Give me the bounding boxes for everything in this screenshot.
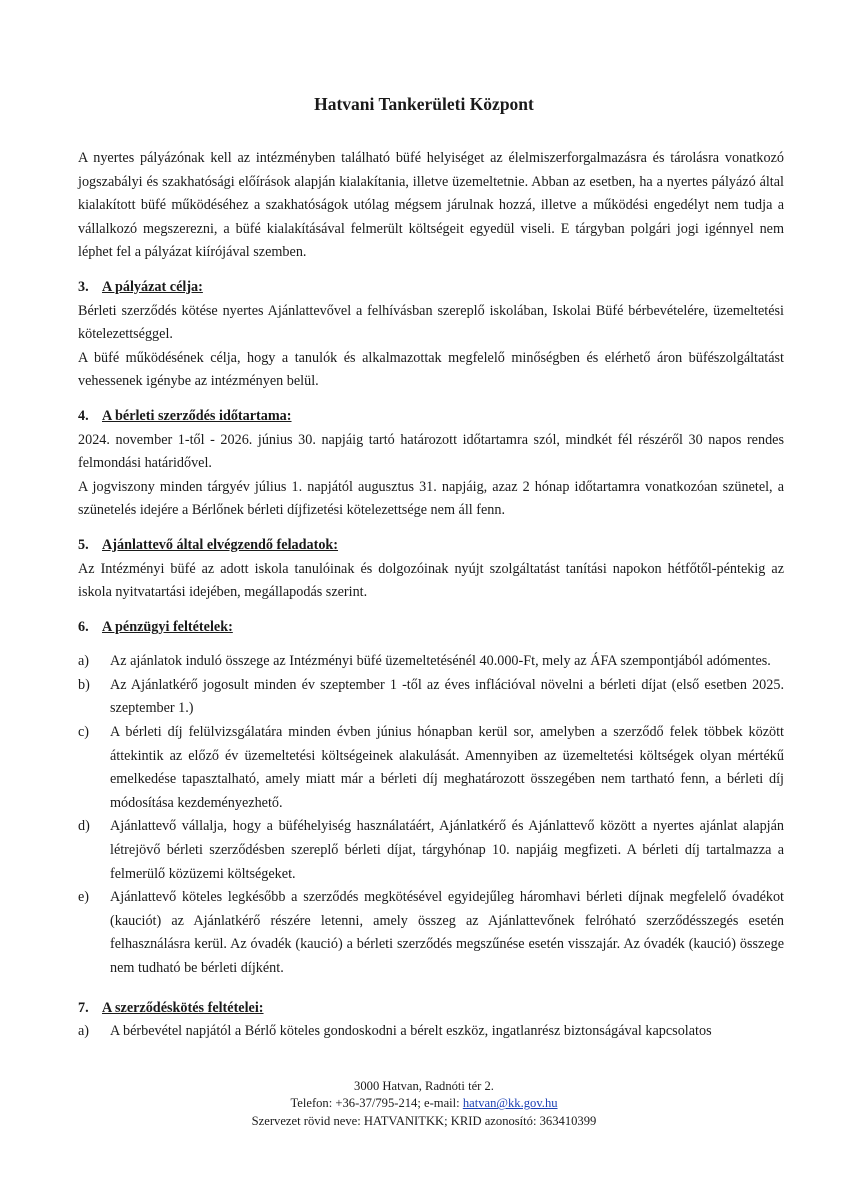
list-item-text: Ajánlattevő köteles legkésőbb a szerződés megkötésével egyidejűleg háromhavi bérleti díjnak megfelelő óvadékot (kauciót) az Ajánlatkérő részére letenni, amely összeg az Ajánlattevőnek felróható szerződésszegés esetén felhasználásra kerül. Az óvadék (kaució) a bérleti szerződés megszűnése esetén visszajár. Az óvadék (kaució) összege nem tudható be bérleti díjként. — [110, 889, 784, 976]
section-5-paragraph-1: Az Intézményi büfé az adott iskola tanulóinak és dolgozóinak nyújt szolgáltatást tanítási napokon hétfőtől-péntekig az iskola nyitvatartási idejében, megállapodás szerint. — [78, 560, 784, 601]
list-item — [78, 650, 784, 674]
list-marker: e) — [78, 889, 90, 906]
list-item — [78, 721, 784, 815]
spacer — [78, 639, 784, 650]
section-5-title: Ajánlattevő által elvégzendő feladatok: — [102, 536, 339, 553]
section-6-list — [78, 650, 784, 980]
list-item — [78, 674, 784, 721]
footer-address: 3000 Hatvan, Radnóti tér 2. — [354, 1079, 494, 1093]
footer-org-info: Szervezet rövid neve: HATVANITKK; KRID azonosító: 363410399 — [251, 1113, 597, 1128]
document-body — [78, 147, 784, 1044]
page-footer — [0, 1078, 848, 1130]
list-item-text: A bérleti díj felülvizsgálatára minden évben június hónapban kerül sor, amelyben a szerződő felek többek között áttekintik az előző év üzemeltetési költségeinek alakulását. Amennyiben az üzemeltetési költségek olyan mértékű emelkedése tapasztalható, amely miatt már a bérleti díj meghatározott összegében nem tartható fenn, a bérleti díj módosítása kezdeményezhető. — [110, 724, 784, 811]
list-marker: a) — [78, 1023, 90, 1040]
footer-email-link[interactable]: hatvan@kk.gov.hu — [462, 1096, 558, 1111]
section-6-heading — [78, 616, 784, 640]
intro-paragraph: A nyertes pályázónak kell az intézményben található büfé helyiséget az élelmiszerforgalmazásra és tárolásra vonatkozó jogszabályi és szakhatósági előírások alapján kialakítania, illetve üzemeltetnie. Abban az esetben, ha a nyertes pályázó által kialakított büfé működéséhez a szakhatóságok utólag mégsem járulnak hozzá, illetve a működési engedélyt nem tudja a vállalkozó megszerezni, a büfé kialakításával felmerült költségeit egyedül viseli. E tárgyban polgári jogi igénnyel nem léphet fel a pályázat kiírójával szemben. — [78, 150, 784, 261]
section-7-list — [78, 1020, 784, 1044]
section-5-heading — [78, 534, 784, 558]
section-7-title: A szerződéskötés feltételei: — [102, 999, 264, 1016]
footer-phone: Telefon: +36-37/795-214; e-mail: — [290, 1096, 463, 1111]
section-6-title: A pénzügyi feltételek: — [102, 618, 233, 635]
section-4-number: 4. — [78, 407, 89, 424]
section-4-heading — [78, 405, 784, 429]
section-7-heading — [78, 997, 784, 1021]
list-item-text: A bérbevétel napjától a Bérlő köteles gondoskodni a bérelt eszköz, ingatlanrész biztonságával kapcsolatos — [110, 1023, 712, 1040]
document-title: Hatvani Tankerületi Központ — [314, 94, 534, 114]
list-item — [78, 815, 784, 886]
section-3-paragraph-1: Bérleti szerződés kötése nyertes Ajánlattevővel a felhívásban szereplő iskolában, Iskolai Büfé bérbevételére, üzemeltetési kötelezettséggel. — [78, 302, 784, 343]
section-3-paragraph-2: A büfé működésének célja, hogy a tanulók és alkalmazottak megfelelő minőségben és elérhető áron büfészolgáltatást vehessenek igénybe az intézményen belül. — [78, 349, 784, 390]
list-marker: b) — [78, 676, 90, 693]
footer-contact — [0, 1095, 848, 1112]
list-item — [78, 1020, 784, 1044]
section-6-number: 6. — [78, 618, 89, 635]
section-4-paragraph-1: 2024. november 1-től - 2026. június 30. napjáig tartó határozott időtartamra szól, mindkét fél részéről 30 napos rendes felmondási határidővel. — [78, 431, 784, 472]
list-item-text: Az ajánlatok induló összege az Intézményi büfé üzemeltetésénél 40.000-Ft, mely az ÁFA szempontjából adómentes. — [110, 653, 771, 670]
list-item — [78, 886, 784, 980]
section-4-paragraph-2: A jogviszony minden tárgyév július 1. napjától augusztus 31. napjáig, azaz 2 hónap időtartamra vonatkozóan szünetel, a szünetelés idejére a Bérlőnek bérleti díjfizetési kötelezettsége nem áll fenn. — [78, 478, 784, 519]
section-5-number: 5. — [78, 536, 89, 553]
section-3-heading — [78, 276, 784, 300]
list-item-text: Ajánlattevő vállalja, hogy a büféhelyiség használatáért, Ajánlatkérő és Ajánlattevő között a nyertes ajánlat alapján létrejövő bérleti szerződésben szereplő bérleti díjat, tárgyhónap 10. napjáig megfizeti. A bérleti díj tartalmazza a felmerülő közüzemi költségeket. — [110, 818, 784, 882]
list-item-text: Az Ajánlatkérő jogosult minden év szeptember 1 -től az éves inflációval növelni a bérleti díjat (első esetben 2025. szeptember 1.) — [110, 676, 784, 717]
section-3-number: 3. — [78, 278, 89, 295]
section-7-number: 7. — [78, 999, 89, 1016]
list-marker: d) — [78, 818, 90, 835]
list-marker: c) — [78, 724, 90, 741]
list-marker: a) — [78, 653, 90, 670]
section-4-title: A bérleti szerződés időtartama: — [102, 407, 292, 424]
section-3-title: A pályázat célja: — [102, 278, 203, 295]
